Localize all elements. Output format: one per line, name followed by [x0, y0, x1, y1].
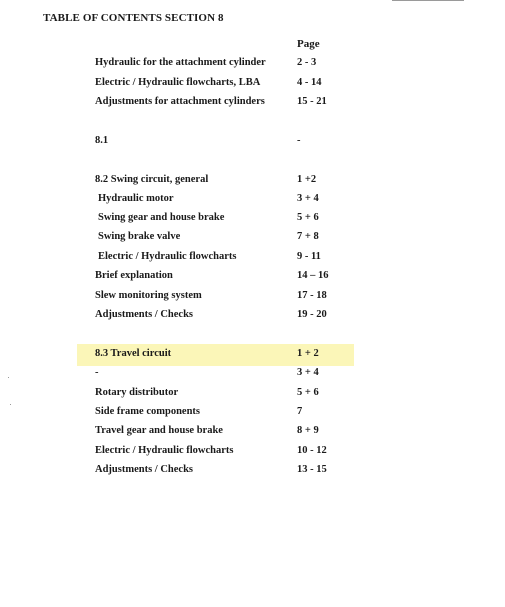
toc-entry-label: Hydraulic motor: [98, 193, 174, 204]
top-edge-rule: [392, 0, 464, 1]
scan-speck: [8, 377, 9, 378]
toc-section-label: 8.1: [95, 135, 109, 146]
toc-entry-pages: 7: [297, 406, 303, 417]
toc-entry-pages: 3 + 4: [297, 193, 319, 204]
toc-entry-pages: 8 + 9: [297, 425, 319, 436]
toc-entry-label: -: [95, 367, 99, 378]
toc-entry-label: Adjustments / Checks: [95, 464, 194, 475]
toc-entry-label: Brief explanation: [95, 270, 173, 281]
toc-entry-label: Travel gear and house brake: [95, 425, 223, 436]
toc-entry-label: Swing gear and house brake: [98, 212, 225, 223]
toc-entry-pages: 4 - 14: [297, 77, 322, 88]
toc-entry-label: Adjustments / Checks: [95, 309, 194, 320]
page-column-header: Page: [297, 38, 320, 50]
toc-entry-label: Hydraulic for the attachment cylinder: [95, 57, 266, 68]
toc-section-label: 8.3 Travel circuit: [95, 348, 172, 359]
toc-entry-label: Electric / Hydraulic flowcharts, LBA: [95, 77, 261, 88]
toc-section-label: 8.2 Swing circuit, general: [95, 174, 209, 185]
toc-entry-pages: 3 + 4: [297, 367, 319, 378]
toc-entry-pages: 13 - 15: [297, 464, 327, 475]
toc-entry-pages: 17 - 18: [297, 290, 327, 301]
scan-speck: [10, 404, 11, 405]
toc-entry-pages: 5 + 6: [297, 212, 319, 223]
toc-entry-label: Rotary distributor: [95, 387, 179, 398]
toc-entry-pages: 5 + 6: [297, 387, 319, 398]
toc-entry-label: Side frame components: [95, 406, 200, 417]
toc-entry-pages: 15 - 21: [297, 96, 327, 107]
toc-entry-pages: 9 - 11: [297, 251, 321, 262]
toc-entry-pages: -: [297, 135, 301, 146]
toc-entry-pages: 2 - 3: [297, 57, 317, 68]
document-title: TABLE OF CONTENTS SECTION 8: [43, 12, 224, 24]
toc-entry-label: Electric / Hydraulic flowcharts: [98, 251, 237, 262]
toc-entry-pages: 1 + 2: [297, 348, 319, 359]
toc-entry-pages: 7 + 8: [297, 231, 319, 242]
toc-entry-label: Adjustments for attachment cylinders: [95, 96, 265, 107]
toc-entry-pages: 14 – 16: [297, 270, 329, 281]
toc-entry-pages: 19 - 20: [297, 309, 327, 320]
toc-entry-pages: 10 - 12: [297, 445, 327, 456]
toc-entry-label: Electric / Hydraulic flowcharts: [95, 445, 234, 456]
toc-entry-label: Swing brake valve: [98, 231, 181, 242]
toc-entry-label: Slew monitoring system: [95, 290, 202, 301]
toc-entry-pages: 1 +2: [297, 174, 317, 185]
